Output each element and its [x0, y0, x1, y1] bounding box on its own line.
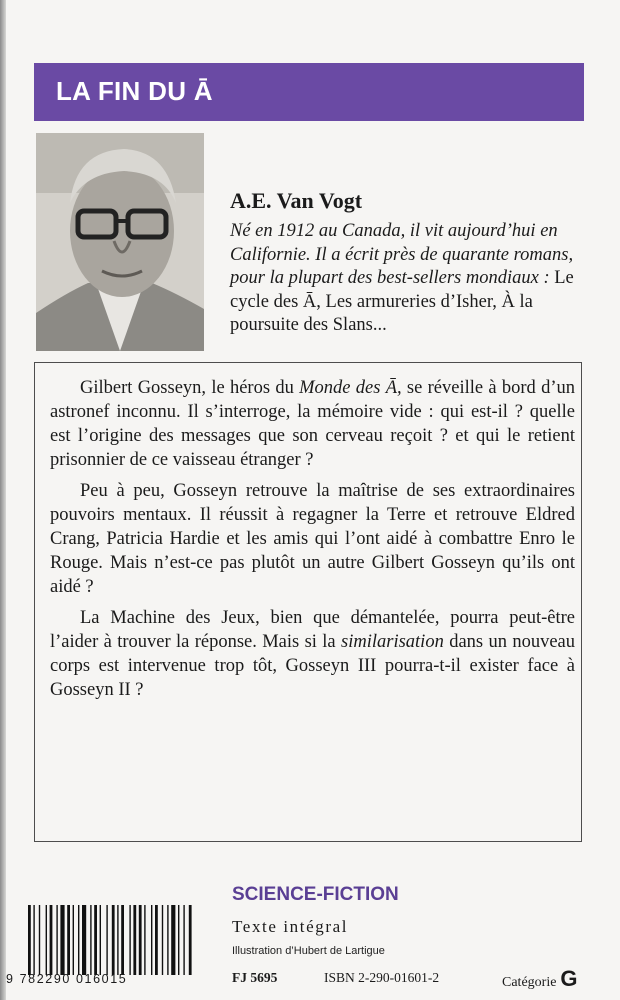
barcode-bar [133, 905, 136, 975]
synopsis-text: La Machine des Jeux, bien que démantelée, pourra peut-être l’aider à trouver la réponse. Mais si la [50, 608, 575, 652]
barcode [26, 905, 212, 975]
barcode-bar [46, 905, 47, 975]
barcode-bar [94, 905, 97, 975]
barcode-bar [28, 905, 31, 975]
book-title: LA FIN DU Ā [56, 76, 213, 106]
barcode-bar [144, 905, 145, 975]
illustration-credit: Illustration d’Hubert de Lartigue [232, 945, 385, 957]
barcode-bar [33, 905, 34, 975]
category-letter: G [560, 966, 578, 991]
barcode-bar [73, 905, 74, 975]
barcode-bar [167, 905, 168, 975]
bio-text: Né en 1912 au Canada, il vit aujourd’hui en Californie. Il a écrit près de quarante romans, pour la plupart des best-sellers mondiaux : [230, 221, 574, 288]
synopsis-text: Gilbert Gosseyn, le héros du [80, 378, 300, 398]
barcode-bar [189, 905, 192, 975]
synopsis-emphasis: Monde des Ā, [299, 378, 402, 398]
barcode-bar [121, 905, 124, 975]
barcode-bar [56, 905, 57, 975]
barcode-bar [78, 905, 79, 975]
barcode-bar [60, 905, 64, 975]
synopsis-text: se réveille à bord d’un astronef inconnu. Il s’interroge, la mémoire vide : qui est-il ? quelle est l’origine des messages que son cerveau reçoit ? et qui le retient prisonnier de ce vaisseau étranger ? [50, 378, 575, 470]
isbn: ISBN 2-290-01601-2 [324, 970, 440, 985]
barcode-bar [106, 905, 107, 975]
category [502, 966, 578, 992]
synopsis-paragraph [50, 606, 575, 702]
category-label: Catégorie [502, 975, 557, 990]
synopsis-paragraph: Peu à peu, Gosseyn retrouve la maîtrise de ses extraordinaires pouvoirs mentaux. Il réussit à regagner la Terre et retrouve Eldred Crang, Patricia Hardie et les amis qui l’ont aidé à combattre Enro le Rouge. Mais n’est-ce pas plutôt un autre Gilbert Gosseyn qu’ils ont aidé ? [50, 481, 575, 597]
barcode-bar [90, 905, 91, 975]
barcode-bar [171, 905, 175, 975]
synopsis [50, 376, 575, 709]
barcode-bar [183, 905, 184, 975]
author-portrait-image [36, 133, 204, 351]
barcode-bar [112, 905, 115, 975]
reference-code: FJ 5695 [232, 970, 278, 985]
title-band [34, 63, 584, 121]
barcode-bar [155, 905, 158, 975]
author-name: A.E. Van Vogt [230, 188, 363, 213]
author-bio [230, 220, 600, 338]
barcode-bar [50, 905, 53, 975]
edition-label: Texte intégral [232, 917, 349, 936]
synopsis-emphasis: similarisation [341, 632, 444, 652]
page-edge [0, 0, 6, 1000]
barcode-bar [67, 905, 70, 975]
barcode-bar [100, 905, 101, 975]
barcode-bar [82, 905, 86, 975]
series-label: SCIENCE-FICTION [232, 884, 399, 905]
barcode-bar [117, 905, 118, 975]
synopsis-paragraph [50, 376, 575, 472]
author-photo [36, 133, 204, 351]
barcode-bar [39, 905, 40, 975]
barcode-bar [139, 905, 142, 975]
barcode-bar [151, 905, 152, 975]
barcode-digits: 9 782290 016015 [6, 972, 128, 986]
barcode-bar [178, 905, 179, 975]
barcode-bar [129, 905, 130, 975]
synopsis-text: dans un nouveau corps est intervenue trop tôt, Gosseyn III pourra-t-il exister face à Gosseyn II ? [50, 632, 575, 700]
bio-titles: Le cycle des Ā, Les armureries d’Isher, À la poursuite des Slans... [230, 268, 574, 335]
barcode-bar [162, 905, 163, 975]
